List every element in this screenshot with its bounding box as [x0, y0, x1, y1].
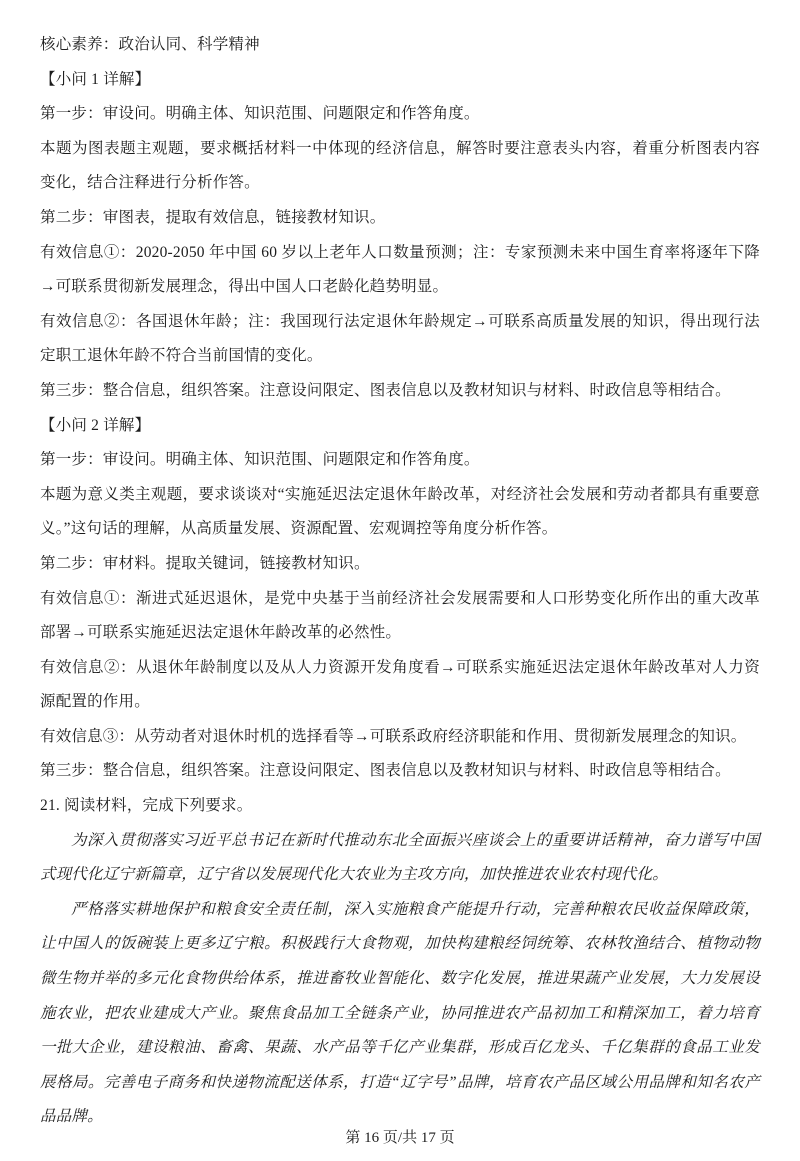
q1-valid-info-1: 有效信息①：2020-2050 年中国 60 岁以上老年人口数量预测；注：专家预测未来中国生育率将逐年下降→可联系贯彻新发展理念，得出中国人口老龄化趋势明显。 — [40, 243, 760, 296]
q1-step1-line: 第一步：审设问。明确主体、知识范围、问题限定和作答角度。 — [40, 105, 480, 123]
q1-step1-analysis: 本题为图表题主观题，要求概括材料一中体现的经济信息，解答时要注意表头内容，着重分析图表内容变化，结合注释进行分析作答。 — [40, 139, 760, 192]
subquestion-2-heading: 【小问 2 详解】 — [40, 416, 151, 434]
material-paragraph-2: 严格落实耕地保护和粮食安全责任制，深入实施粮食产能提升行动，完善种粮农民收益保障政策，让中国人的饭碗装上更多辽宁粮。积极践行大食物观，加快构建粮经饲统筹、农林牧渔结合、植物动物微生物并举的多元化食物供给体系，推进畜牧业智能化、数字化发展，推进果蔬产业发展，大力发展设施农业，把农业建成大产业。聚焦食品加工全链条产业，协同推进农产品初加工和精深加工，着力培育一批大企业，建设粮油、畜禽、果蔬、水产品等千亿产业集群，形成百亿龙头、千亿集群的食品工业发展格局。完善电子商务和快递物流配送体系，打造“辽字号”品牌，培育农产品区域公用品牌和知名农产品品牌。 — [40, 900, 760, 1126]
subquestion-1-heading: 【小问 1 详解】 — [40, 70, 151, 88]
q2-valid-info-1: 有效信息①：渐进式延迟退休，是党中央基于当前经济社会发展需要和人口形势变化所作出的重大改革部署→可联系实施延迟法定退休年龄改革的必然性。 — [40, 589, 760, 642]
q2-step1-line: 第一步：审设问。明确主体、知识范围、问题限定和作答角度。 — [40, 451, 480, 469]
q2-step1-analysis: 本题为意义类主观题，要求谈谈对“实施延迟法定退休年龄改革，对经济社会发展和劳动者都具有重要意义。”这句话的理解，从高质量发展、资源配置、宏观调控等角度分析作答。 — [40, 485, 760, 538]
q2-valid-info-2: 有效信息②：从退休年龄制度以及从人力资源开发角度看→可联系实施延迟法定退休年龄改革对人力资源配置的作用。 — [40, 658, 760, 711]
q2-step3-line: 第三步：整合信息，组织答案。注意设问限定、图表信息以及教材知识与材料、时政信息等相结合。 — [40, 762, 731, 780]
q1-valid-info-2: 有效信息②：各国退休年龄；注：我国现行法定退休年龄规定→可联系高质量发展的知识，得出现行法定职工退休年龄不符合当前国情的变化。 — [40, 312, 760, 365]
q2-step2-line: 第二步：审材料。提取关键词，链接教材知识。 — [40, 554, 370, 572]
q2-valid-info-3: 有效信息③：从劳动者对退休时机的选择看等→可联系政府经济职能和作用、贯彻新发展理念的知识。 — [40, 727, 747, 745]
document-content — [40, 28, 760, 1135]
question-21-prompt: 21. 阅读材料，完成下列要求。 — [40, 797, 253, 815]
material-paragraph-1: 为深入贯彻落实习近平总书记在新时代推动东北全面振兴座谈会上的重要讲话精神，奋力谱写中国式现代化辽宁新篇章，辽宁省以发展现代化大农业为主攻方向，加快推进农业农村现代化。 — [40, 831, 760, 884]
q1-step2-line: 第二步：审图表，提取有效信息，链接教材知识。 — [40, 208, 386, 226]
page-footer — [0, 1126, 800, 1147]
q1-step3-line: 第三步：整合信息，组织答案。注意设问限定、图表信息以及教材知识与材料、时政信息等相结合。 — [40, 381, 731, 399]
page-number-indicator: 第 16 页/共 17 页 — [345, 1130, 455, 1146]
core-literacy-line: 核心素养：政治认同、科学精神 — [40, 36, 260, 53]
